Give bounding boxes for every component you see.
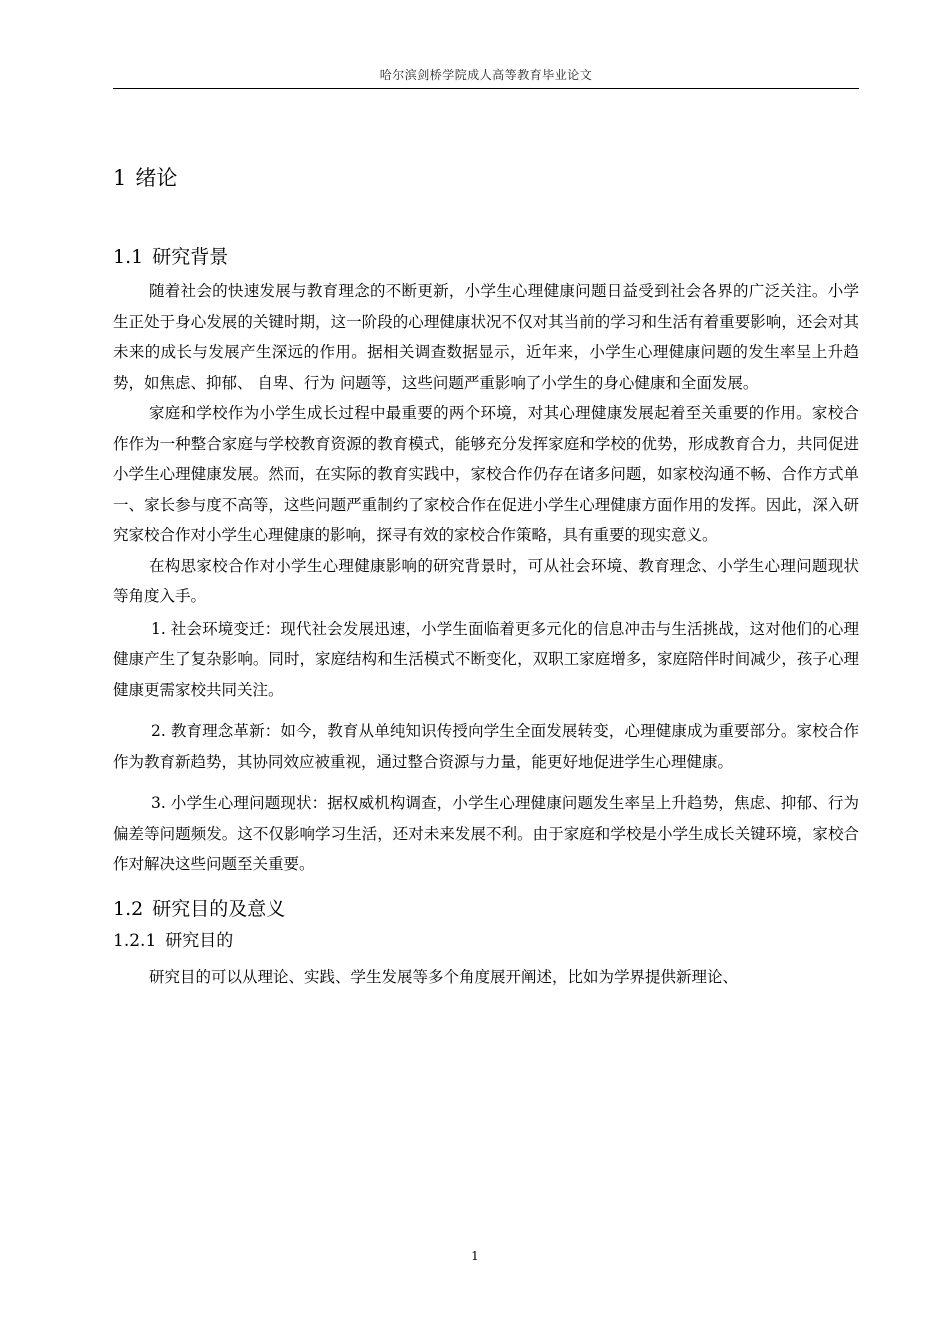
subsection-number: 1.2.1	[113, 930, 157, 951]
section-heading-1-2	[113, 895, 859, 923]
chapter-heading	[113, 163, 859, 193]
list-item: 1. 社会环境变迁：现代社会发展迅速，小学生面临着更多元化的信息冲击与生活挑战，这对他们的心理健康产生了复杂影响。同时，家庭结构和生活模式不断变化，双职工家庭增多，家庭陪伴时间减少，孩子心理健康更需家校共同关注。	[113, 619, 859, 699]
list-item: 2. 教育理念革新：如今，教育从单纯知识传授向学生全面发展转变，心理健康成为重要部分。家校合作作为教育新趋势，其协同效应被重视，通过整合资源与力量，能更好地促进学生心理健康。	[113, 722, 859, 771]
section-title: 研究背景	[152, 246, 229, 268]
body-paragraph: 随着社会的快速发展与教育理念的不断更新，小学生心理健康问题日益受到社会各界的广泛关注。小学生正处于身心发展的关键时期，这一阶段的心理健康状况不仅对其当前的学习和生活有着重要影响，还会对其未来的成长与发展产生深远的作用。据相关调查数据显示，近年来，小学生心理健康问题的发生率呈上升趋势，如焦虑、抑郁、 自卑、行为 问题等，这些问题严重影响了小学生的身心健康和全面发展。	[113, 282, 859, 392]
subsection-heading-1-2-1	[113, 928, 859, 954]
section-heading-1-1	[113, 243, 859, 271]
body-paragraph: 研究目的可以从理论、实践、学生发展等多个角度展开阐述，比如为学界提供新理论、	[149, 967, 739, 986]
list-item: 3. 小学生心理问题现状：据权威机构调查，小学生心理健康问题发生率呈上升趋势，焦虑、抑郁、行为偏差等问题频发。这不仅影响学习生活，还对未来发展不利。由于家庭和学校是小学生成长关键环境，家校合作对解决这些问题至关重要。	[113, 794, 859, 873]
header-rule	[113, 88, 859, 89]
section-title: 研究目的及意义	[152, 897, 286, 920]
subsection-title: 研究目的	[165, 930, 234, 951]
chapter-title: 绪论	[135, 166, 178, 190]
page-number: 1	[471, 1249, 479, 1263]
body-paragraph: 家庭和学校作为小学生成长过程中最重要的两个环境，对其心理健康发展起着至关重要的作用。家校合作作为一种整合家庭与学校教育资源的教育模式，能够充分发挥家庭和学校的优势，形成教育合力，共同促进小学生心理健康发展。然而，在实际的教育实践中，家校合作仍存在诸多问题，如家校沟通不畅、合作方式单一、家长参与度不高等，这些问题严重制约了家校合作在促进小学生心理健康方面作用的发挥。因此，深入研究家校合作对小学生心理健康的影响，探寻有效的家校合作策略，具有重要的现实意义。	[113, 404, 859, 544]
chapter-number: 1	[113, 166, 127, 190]
page-body	[113, 150, 859, 992]
section-number: 1.2	[113, 897, 144, 920]
section-number: 1.1	[113, 246, 144, 268]
body-paragraph: 在构思家校合作对小学生心理健康影响的研究背景时，可从社会环境、教育理念、小学生心理问题现状等角度入手。	[113, 556, 859, 605]
running-header: 哈尔滨剑桥学院成人高等教育毕业论文	[379, 68, 593, 82]
